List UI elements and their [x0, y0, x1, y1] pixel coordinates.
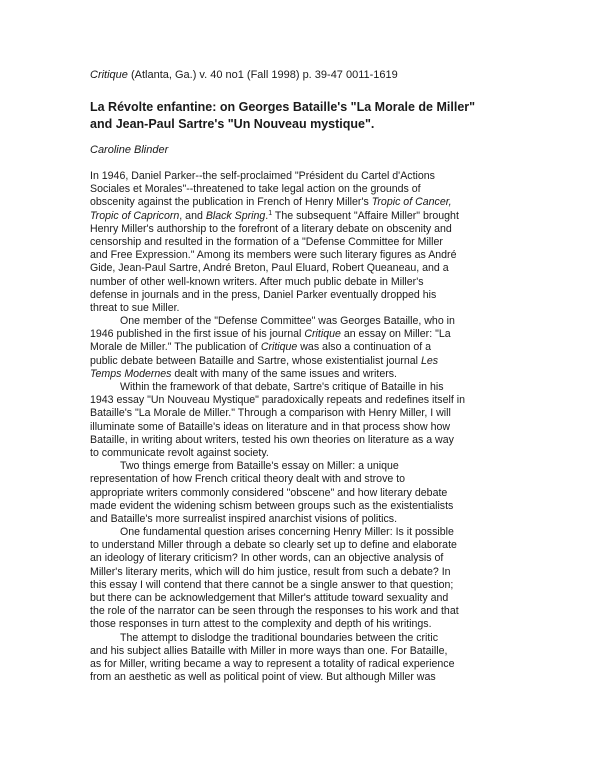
body-line [90, 368, 520, 381]
body-line [90, 210, 520, 223]
italic-title: Critique [304, 328, 341, 341]
body-line [90, 605, 520, 618]
text-run: The attempt to dislodge the traditional boundaries between the critic [120, 631, 439, 644]
body-line [90, 236, 520, 249]
text-run: and his subject allies Bataille with Miller in more ways than one. For Bataille, [90, 644, 448, 657]
title-line-2: and Jean-Paul Sartre's "Un Nouveau mystique". [90, 117, 375, 131]
text-run: illuminate some of Bataille's ideas on literature and in that process show how [90, 420, 451, 433]
body-line [90, 618, 520, 631]
body-line [90, 632, 520, 645]
body-line [90, 671, 520, 684]
body-line [90, 170, 520, 183]
body-line [90, 566, 520, 579]
text-run: made evident the widening schism between groups such as the existentialists [90, 499, 454, 512]
text-run: Gide, Jean-Paul Sartre, André Breton, Paul Eluard, Robert Queaneau, and a [90, 262, 449, 275]
text-run: but there can be acknowledgement that Miller's attitude toward sexuality and [90, 592, 449, 604]
italic-title: Temps Modernes [90, 367, 172, 380]
text-run: as for Miller, writing became a way to represent a totality of radical experience [90, 657, 455, 670]
text-run: representation of how French critical theory dealt with and strove to [90, 473, 406, 486]
text-run: Miller's literary merits, which will do him justice, result from such a debate? In [90, 565, 451, 578]
body-line [90, 421, 520, 434]
author-name: Caroline Blinder [90, 144, 169, 156]
text-run: Morale de Miller." The publication of [90, 341, 261, 354]
text-run: the role of the narrator can be seen through the responses to his work and that [90, 605, 459, 618]
body-line [90, 196, 520, 209]
footnote-marker: 1 [268, 209, 273, 217]
text-run: defense in journals and in the press, Daniel Parker eventually dropped his [90, 288, 437, 301]
body-line [90, 487, 520, 500]
text-run: threat to sue Miller. [90, 301, 180, 314]
citation-line [90, 68, 530, 82]
citation-details: (Atlanta, Ga.) v. 40 no1 (Fall 1998) p. 39-47 0011-1619 [127, 69, 398, 81]
text-run: Two things emerge from Bataille's essay on Miller: a unique [120, 460, 399, 473]
text-run: . [265, 209, 269, 222]
italic-title: Black Spring [205, 209, 266, 222]
body-line [90, 249, 520, 262]
body-line [90, 434, 520, 447]
text-run: an essay on Miller: "La [340, 328, 451, 341]
body-line [90, 513, 520, 526]
body-line [90, 381, 520, 394]
body-line [90, 579, 520, 592]
article-body [90, 170, 520, 684]
text-run: , and [179, 209, 206, 222]
text-run: One fundamental question arises concerning Henry Miller: Is it possible [120, 526, 454, 539]
text-run: number of other well-known writers. After much public debate in Miller's [90, 275, 424, 288]
text-run: dealt with many of the same issues and writers. [171, 367, 397, 380]
text-run: Bataille, in writing about writers, tested his own theories on literature as a way [90, 433, 454, 446]
body-line [90, 262, 520, 275]
body-line [90, 473, 520, 486]
italic-title: Critique [260, 341, 298, 354]
body-line [90, 552, 520, 565]
body-line [90, 394, 520, 407]
italic-title: Tropic of Cancer, [371, 196, 452, 209]
text-run: appropriate writers commonly considered "obscene" and how literary debate [90, 486, 448, 499]
text-run: to understand Miller through a debate so clearly set up to define and elaborate [90, 539, 457, 552]
text-run: from an aesthetic as well as political point of view. But although Miller was [90, 671, 436, 684]
body-line [90, 289, 520, 302]
text-run: and Free Expression." Among its members were such literary figures as André [90, 249, 457, 262]
title-line-1: La Révolte enfantine: on Georges Bataille's "La Morale de Miller" [90, 100, 476, 114]
text-run: obscenity against the publication in French of Henry Miller's [90, 196, 372, 209]
body-line [90, 500, 520, 513]
text-run: and Bataille's more surrealist inspired anarchist visions of politics. [90, 512, 398, 525]
text-run: Bataille's "La Morale de Miller." Through a comparison with Henry Miller, I will [90, 407, 451, 420]
body-line [90, 447, 520, 460]
body-line [90, 355, 520, 368]
body-line [90, 539, 520, 552]
body-line [90, 526, 520, 539]
italic-title: Tropic of Capricorn [90, 209, 180, 222]
body-line [90, 407, 520, 420]
text-run: 1943 essay "Un Nouveau Mystique" paradoxically repeats and redefines itself in [90, 394, 465, 407]
journal-name: Critique [90, 69, 128, 81]
body-line [90, 645, 520, 658]
text-run: One member of the "Defense Committee" was Georges Bataille, who in [120, 315, 455, 328]
text-run: an ideology of literary criticism? In other words, can an objective analysis of [90, 552, 444, 565]
text-run: those responses in turn attest to the complexity and depth of his writings. [90, 618, 432, 631]
body-line [90, 460, 520, 473]
body-line [90, 183, 520, 196]
text-run: Within the framework of that debate, Sartre's critique of Bataille in his [120, 381, 444, 393]
article-title [90, 99, 530, 133]
text-run: to communicate revolt against society. [90, 446, 269, 459]
body-line [90, 302, 520, 315]
body-line [90, 315, 520, 328]
text-run: In 1946, Daniel Parker--the self-proclaimed "Président du Cartel d'Actions [90, 170, 435, 182]
body-line [90, 328, 520, 341]
text-run: was also a continuation of a [297, 341, 432, 354]
text-run: Sociales et Morales"--threatened to take legal action on the grounds of [90, 183, 421, 196]
italic-title: Les [420, 354, 439, 367]
body-line [90, 341, 520, 354]
text-run: this essay I will contend that there cannot be a single answer to that question; [90, 578, 454, 591]
text-run: The subsequent "Affaire Miller" brought [272, 209, 459, 222]
body-line [90, 658, 520, 671]
text-run: Henry Miller's authorship to the forefront of a literary debate on obscenity and [90, 222, 452, 235]
text-run: public debate between Bataille and Sartre, whose existentialist journal [90, 354, 421, 367]
body-line [90, 223, 520, 236]
body-line [90, 592, 520, 605]
text-run: censorship and resulted in the formation of a "Defense Committee for Miller [90, 235, 443, 248]
body-line [90, 276, 520, 289]
text-run: 1946 published in the first issue of his journal [90, 328, 305, 341]
